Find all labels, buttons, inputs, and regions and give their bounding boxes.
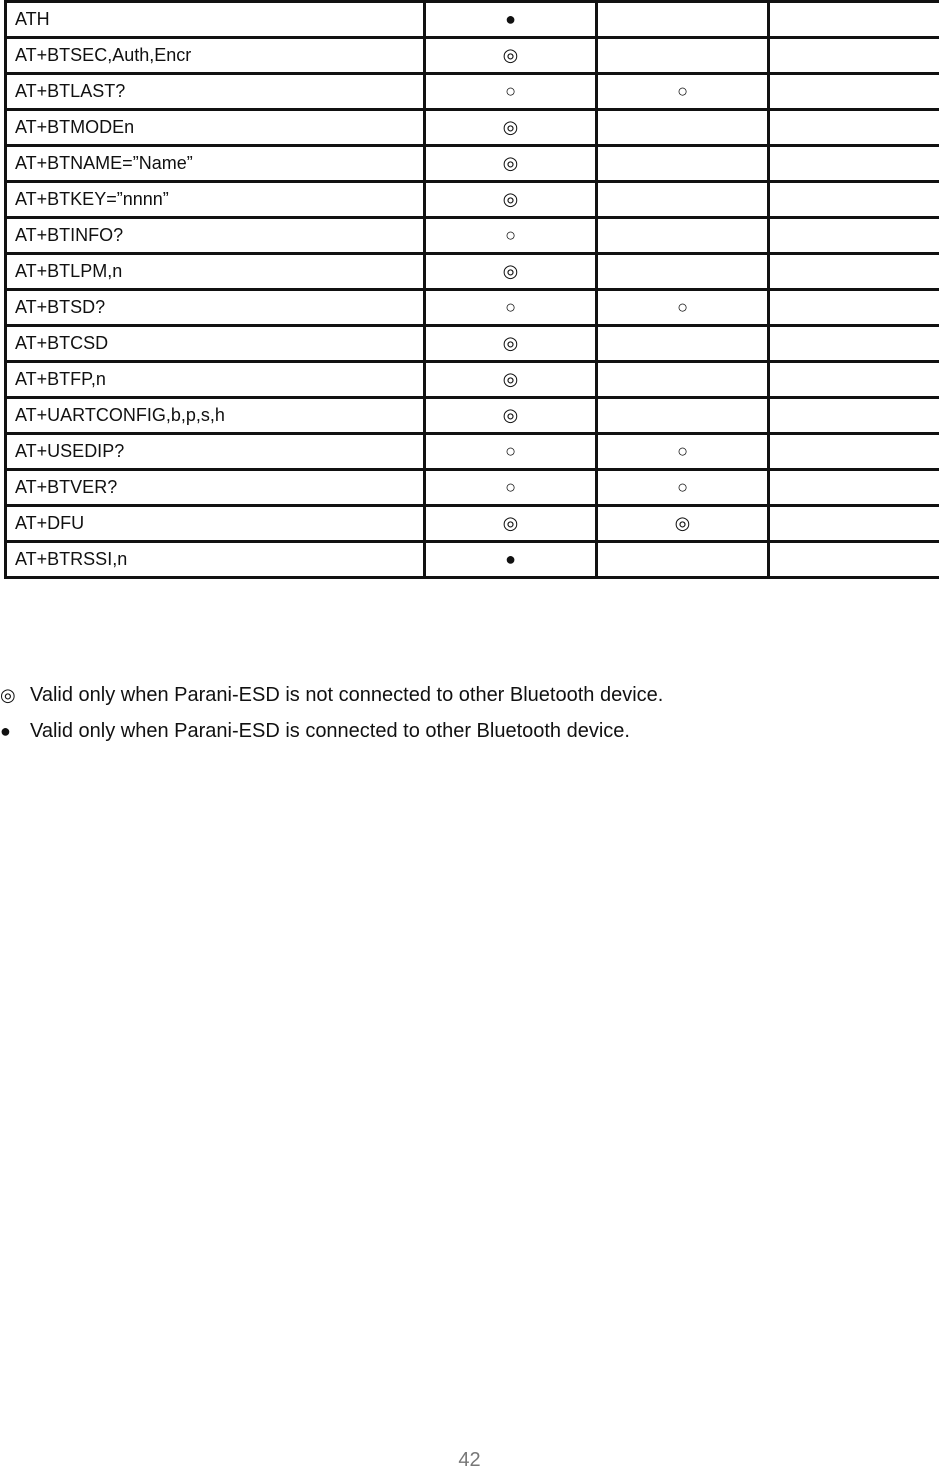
mark-cell-c1: ◎ bbox=[425, 326, 597, 362]
mark-cell-c2: ○ bbox=[597, 290, 769, 326]
mark-cell-c1: ◎ bbox=[425, 38, 597, 74]
mark-cell-c3 bbox=[769, 254, 939, 290]
mark-cell-c2 bbox=[597, 398, 769, 434]
table-row bbox=[6, 146, 939, 182]
mark-cell-c3 bbox=[769, 470, 939, 506]
command-cell: AT+BTRSSI,n bbox=[6, 542, 425, 578]
command-cell: AT+BTNAME=”Name” bbox=[6, 146, 425, 182]
table-row bbox=[6, 2, 939, 38]
command-cell: AT+UARTCONFIG,b,p,s,h bbox=[6, 398, 425, 434]
mark-cell-c2 bbox=[597, 542, 769, 578]
mark-cell-c3 bbox=[769, 218, 939, 254]
table-row bbox=[6, 506, 939, 542]
table-row bbox=[6, 110, 939, 146]
mark-cell-c3 bbox=[769, 398, 939, 434]
mark-cell-c1: ○ bbox=[425, 470, 597, 506]
command-cell: AT+BTKEY=”nnnn” bbox=[6, 182, 425, 218]
note-text: Valid only when Parani-ESD is not connected to other Bluetooth device. bbox=[30, 684, 663, 707]
note-connected bbox=[0, 713, 935, 749]
note-not-connected bbox=[0, 677, 935, 713]
command-cell: AT+BTLAST? bbox=[6, 74, 425, 110]
legend-notes bbox=[0, 677, 935, 749]
mark-cell-c2 bbox=[597, 362, 769, 398]
table-row bbox=[6, 434, 939, 470]
mark-cell-c3 bbox=[769, 434, 939, 470]
mark-cell-c3 bbox=[769, 74, 939, 110]
mark-cell-c2 bbox=[597, 38, 769, 74]
mark-cell-c1: ○ bbox=[425, 434, 597, 470]
mark-cell-c2: ○ bbox=[597, 74, 769, 110]
mark-cell-c3 bbox=[769, 38, 939, 74]
table-row bbox=[6, 542, 939, 578]
command-cell: AT+BTMODEn bbox=[6, 110, 425, 146]
double-circle-icon: ◎ bbox=[0, 685, 30, 706]
mark-cell-c3 bbox=[769, 326, 939, 362]
command-cell: AT+BTSD? bbox=[6, 290, 425, 326]
mark-cell-c2 bbox=[597, 254, 769, 290]
command-table-body bbox=[6, 2, 939, 578]
mark-cell-c3 bbox=[769, 2, 939, 38]
mark-cell-c3 bbox=[769, 542, 939, 578]
mark-cell-c1: ◎ bbox=[425, 362, 597, 398]
mark-cell-c2: ○ bbox=[597, 434, 769, 470]
filled-circle-icon: ● bbox=[0, 721, 30, 742]
mark-cell-c2 bbox=[597, 2, 769, 38]
table-row bbox=[6, 470, 939, 506]
mark-cell-c1: ◎ bbox=[425, 398, 597, 434]
mark-cell-c1: ◎ bbox=[425, 110, 597, 146]
mark-cell-c2 bbox=[597, 182, 769, 218]
mark-cell-c1: ◎ bbox=[425, 146, 597, 182]
mark-cell-c1: ◎ bbox=[425, 254, 597, 290]
mark-cell-c3 bbox=[769, 110, 939, 146]
mark-cell-c3 bbox=[769, 146, 939, 182]
mark-cell-c3 bbox=[769, 506, 939, 542]
mark-cell-c2 bbox=[597, 218, 769, 254]
table-row bbox=[6, 398, 939, 434]
command-cell: ATH bbox=[6, 2, 425, 38]
table-row bbox=[6, 362, 939, 398]
command-cell: AT+BTLPM,n bbox=[6, 254, 425, 290]
mark-cell-c3 bbox=[769, 290, 939, 326]
command-cell: AT+BTSEC,Auth,Encr bbox=[6, 38, 425, 74]
mark-cell-c1: ◎ bbox=[425, 182, 597, 218]
command-cell: AT+BTFP,n bbox=[6, 362, 425, 398]
mark-cell-c2 bbox=[597, 110, 769, 146]
mark-cell-c2: ○ bbox=[597, 470, 769, 506]
mark-cell-c1: ● bbox=[425, 2, 597, 38]
mark-cell-c1: ○ bbox=[425, 290, 597, 326]
note-text: Valid only when Parani-ESD is connected to other Bluetooth device. bbox=[30, 720, 630, 743]
mark-cell-c1: ◎ bbox=[425, 506, 597, 542]
table-row bbox=[6, 254, 939, 290]
table-row bbox=[6, 38, 939, 74]
command-cell: AT+BTINFO? bbox=[6, 218, 425, 254]
mark-cell-c2 bbox=[597, 326, 769, 362]
table-row bbox=[6, 290, 939, 326]
mark-cell-c2 bbox=[597, 146, 769, 182]
mark-cell-c1: ○ bbox=[425, 218, 597, 254]
table-row bbox=[6, 182, 939, 218]
mark-cell-c1: ○ bbox=[425, 74, 597, 110]
table-row bbox=[6, 74, 939, 110]
command-cell: AT+BTCSD bbox=[6, 326, 425, 362]
command-cell: AT+USEDIP? bbox=[6, 434, 425, 470]
command-table bbox=[4, 0, 939, 579]
command-cell: AT+BTVER? bbox=[6, 470, 425, 506]
command-cell: AT+DFU bbox=[6, 506, 425, 542]
table-row bbox=[6, 218, 939, 254]
mark-cell-c2: ◎ bbox=[597, 506, 769, 542]
table-row bbox=[6, 326, 939, 362]
mark-cell-c3 bbox=[769, 182, 939, 218]
mark-cell-c3 bbox=[769, 362, 939, 398]
mark-cell-c1: ● bbox=[425, 542, 597, 578]
page-number: 42 bbox=[0, 1449, 939, 1472]
